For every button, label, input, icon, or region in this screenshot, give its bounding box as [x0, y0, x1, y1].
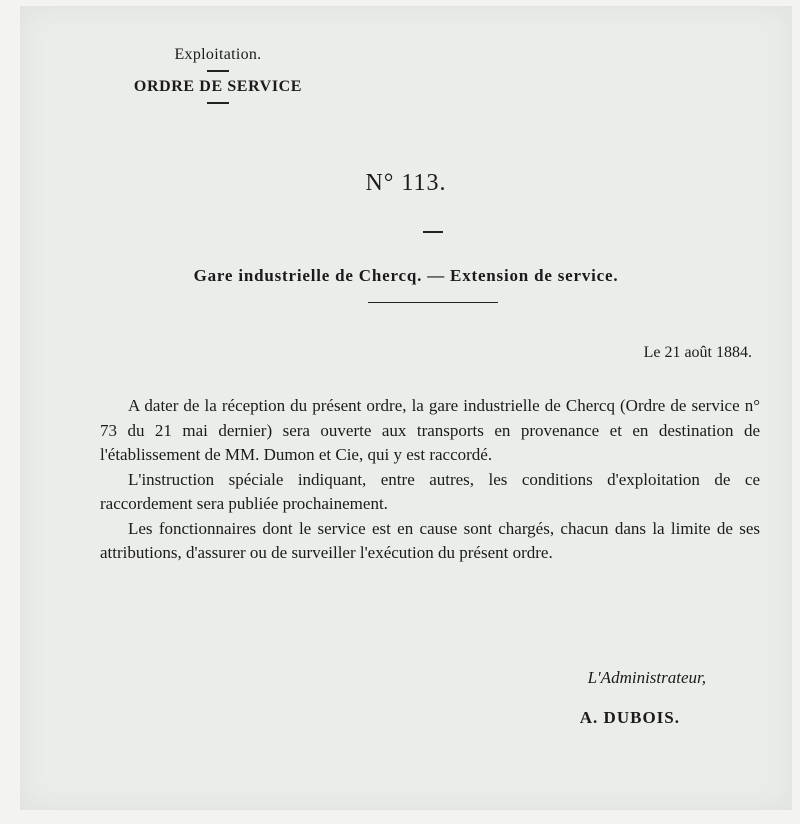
divider	[368, 302, 498, 303]
department-label: Exploitation.	[174, 46, 262, 63]
divider	[207, 70, 229, 72]
document-page	[20, 6, 792, 810]
paragraph: L'instruction spéciale indiquant, entre autres, les conditions d'exploitation de ce raccordement sera publiée prochainement.	[100, 469, 760, 513]
signature-name: A. DUBOIS.	[579, 708, 680, 727]
document-heading: ORDRE DE SERVICE	[133, 78, 303, 95]
paragraph: A dater de la réception du présent ordre, la gare industrielle de Chercq (Ordre de service n° 73 du 21 mai dernier) sera ouverte aux transports en provenance et en destination de l'établissement de MM. Dumon et Cie, qui y est raccordé.	[100, 396, 760, 464]
subject-line: Gare industrielle de Chercq. — Extension de service.	[193, 266, 619, 285]
signature-title: L'Administrateur,	[587, 668, 706, 687]
body-text	[100, 394, 760, 566]
order-number: N° 113.	[365, 170, 447, 196]
document-date: Le 21 août 1884.	[643, 344, 752, 361]
header-block	[102, 46, 334, 110]
paragraph: Les fonctionnaires dont le service est en cause sont chargés, chacun dans la limite de ses attributions, d'assurer ou de surveiller l'exécution du présent ordre.	[100, 518, 760, 562]
divider	[207, 102, 229, 104]
divider	[423, 231, 443, 233]
